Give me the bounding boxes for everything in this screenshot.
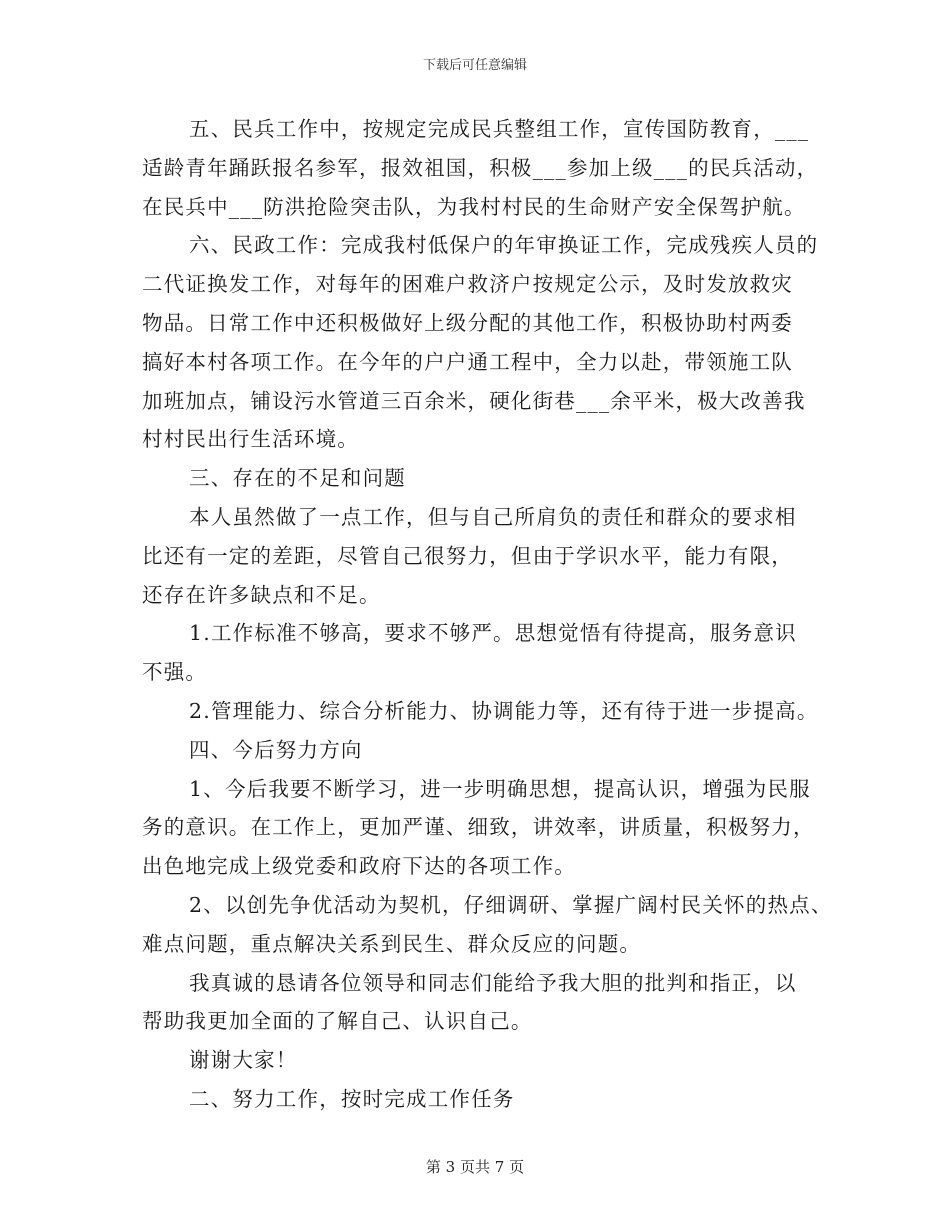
text-line: 四、今后努力方向: [189, 737, 363, 762]
text-line: 村村民出行生活环境。: [142, 427, 359, 452]
text-line: 比还有一定的差距，尽管自己很努力，但由于学识水平，能力有限，: [142, 543, 793, 568]
page-number: 第 3 页共 7 页: [425, 1158, 525, 1176]
text-line: 物品。日常工作中还积极做好上级分配的其他工作，积极协助村两委: [142, 310, 793, 335]
document-body: [142, 110, 833, 1119]
text-line: 五、民兵工作中，按规定完成民兵整组工作，宣传国防教育，___: [189, 117, 810, 141]
text-line: 本人虽然做了一点工作，但与自己所肩负的责任和群众的要求相: [189, 504, 797, 529]
text-line: 出色地完成上级党委和政府下达的各项工作。: [142, 854, 576, 879]
text-line: 还存在许多缺点和不足。: [142, 582, 381, 607]
text-line: 加班加点，铺设污水管道三百余米，硬化街巷___余平米，极大改善我: [142, 388, 806, 413]
text-line: 我真诚的恳请各位领导和同志们能给予我大胆的批判和指正，以: [189, 970, 797, 995]
text-line: 2、以创先争优活动为契机，仔细调研、掌握广阔村民关怀的热点、: [189, 892, 833, 917]
text-line: 在民兵中___防洪抢险突击队，为我村村民的生命财产安全保驾护航。: [142, 194, 806, 219]
text-line: 二、努力工作，按时完成工作任务: [189, 1086, 515, 1111]
text-line: 帮助我更加全面的了解自己、认识自己。: [142, 1009, 533, 1034]
text-line: 1、今后我要不断学习，进一步明确思想，提高认识，增强为民服: [189, 776, 811, 801]
text-line: 二代证换发工作，对每年的困难户救济户按规定公示，及时发放救灾: [142, 272, 793, 297]
text-line: 搞好本村各项工作。在今年的户户通工程中，全力以赴，带领施工队: [142, 349, 793, 374]
text-line: 难点问题，重点解决关系到民生、群众反应的问题。: [142, 931, 642, 956]
text-line: 三、存在的不足和问题: [189, 466, 406, 491]
text-line: 适龄青年踊跃报名参军，报效祖国，积极___参加上级___的民兵活动，: [142, 155, 819, 180]
page-header: 下载后可任意编辑: [422, 58, 527, 73]
text-line: 六、民政工作：完成我村低保户的年审换证工作，完成残疾人员的: [189, 233, 819, 258]
text-line: 2.管理能力、综合分析能力、协调能力等，还有待于进一步提高。: [189, 698, 819, 723]
text-line: 1.工作标准不够高，要求不够严。思想觉悟有待提高，服务意识: [189, 621, 797, 646]
text-line: 务的意识。在工作上，更加严谨、细致，讲效率，讲质量，积极努力，: [142, 815, 815, 840]
text-line: 谢谢大家！: [189, 1048, 298, 1073]
text-line: 不强。: [142, 660, 208, 685]
